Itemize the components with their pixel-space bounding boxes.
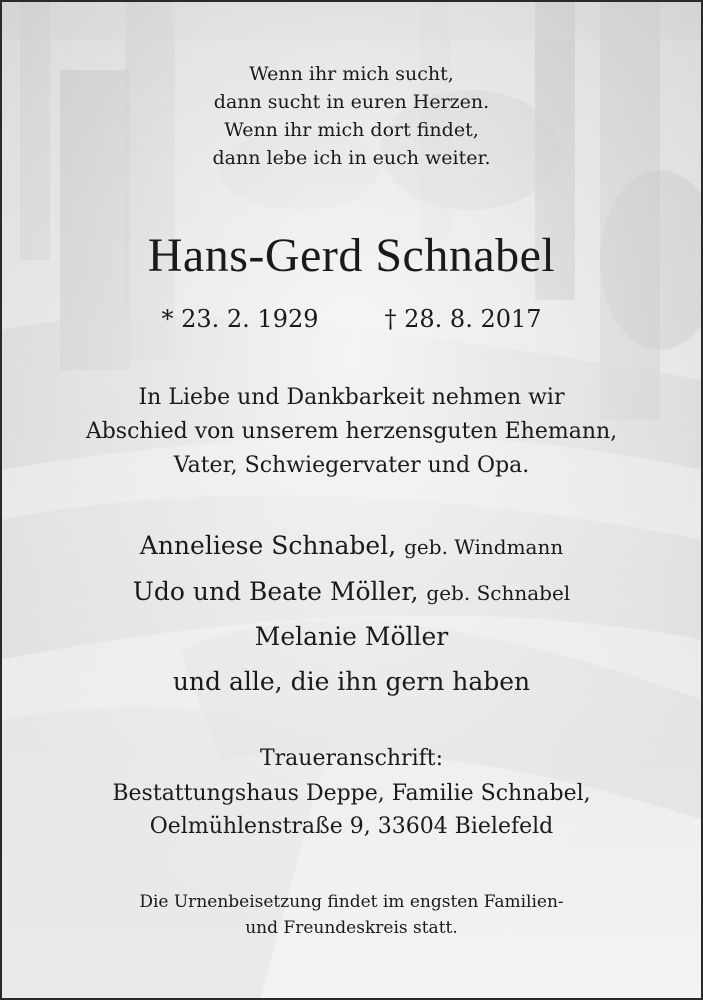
farewell-line: Vater, Schwiegervater und Opa. [173, 453, 530, 478]
poem-line: dann sucht in euren Herzen. [213, 91, 490, 113]
farewell-line: Abschied von unserem herzensguten Ehemann, [85, 419, 618, 444]
mourner-line [0, 531, 703, 560]
address-heading: Traueranschrift: [259, 746, 444, 771]
closing-line: Die Urnenbeisetzung findet im engsten Familien- [139, 892, 564, 912]
maiden-name: geb. Windmann [404, 535, 564, 559]
mourner-line [0, 622, 703, 651]
address-line: Bestattungshaus Deppe, Familie Schnabel, [112, 781, 591, 806]
mourner-name: Anneliese Schnabel, [139, 531, 397, 560]
closing-line: und Freundeskreis statt. [245, 918, 458, 938]
birth-date: * 23. 2. 1929 [161, 305, 319, 333]
poem-line: dann lebe ich in euch weiter. [212, 147, 491, 169]
life-dates [0, 305, 703, 333]
address-line: Oelmühlenstraße 9, 33604 Bielefeld [149, 814, 554, 839]
farewell-line: In Liebe und Dankbarkeit nehmen wir [138, 385, 565, 410]
deceased-name: Hans-Gerd Schnabel [147, 229, 556, 282]
mourner-name: Melanie Möller [254, 622, 449, 651]
poem-line: Wenn ihr mich dort findet, [224, 119, 479, 141]
mourner-line [0, 577, 703, 606]
death-date: † 28. 8. 2017 [384, 305, 542, 333]
mourner-name: und alle, die ihn gern haben [172, 667, 531, 696]
poem-line: Wenn ihr mich sucht, [249, 63, 454, 85]
mourner-name: Udo und Beate Möller, [132, 577, 419, 606]
maiden-name: geb. Schnabel [426, 581, 571, 605]
mourner-line [0, 667, 703, 696]
